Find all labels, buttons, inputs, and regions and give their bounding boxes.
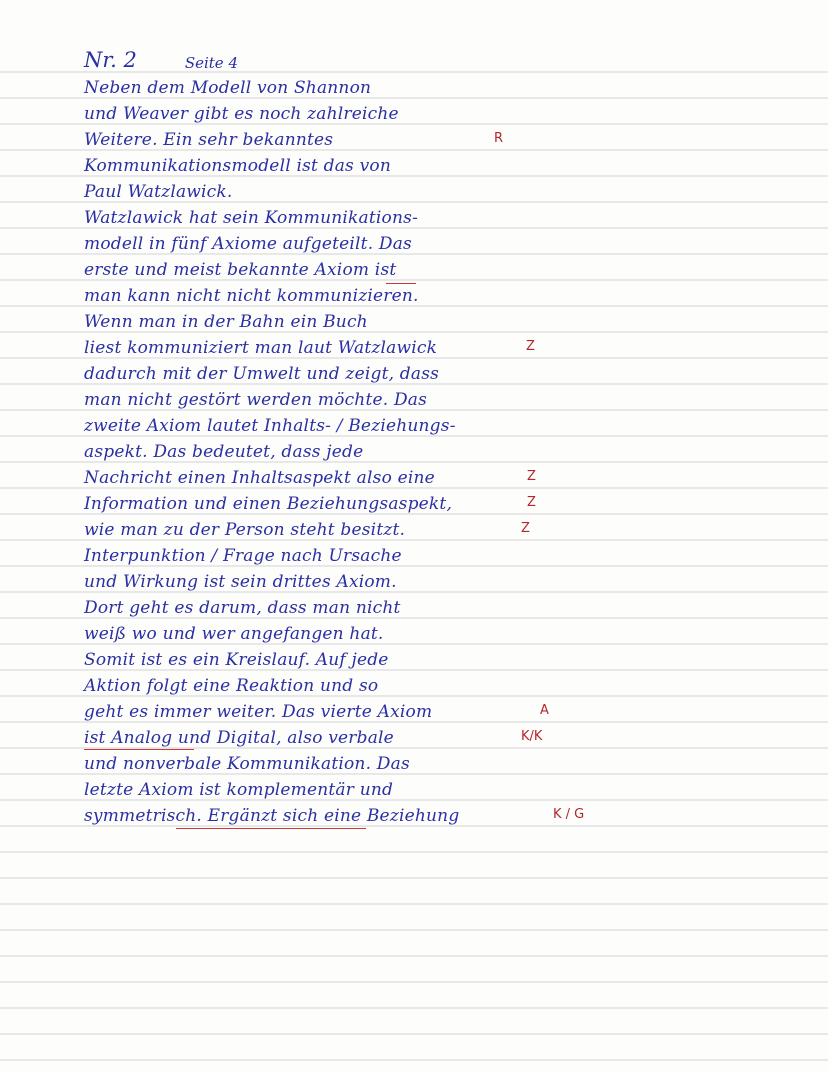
text-line: wie man zu der Person steht besitzt. (84, 520, 406, 540)
text-line: modell in fünf Axiome aufgeteilt. Das (84, 234, 412, 254)
text-line: Paul Watzlawick. (84, 182, 233, 202)
page-header (84, 42, 238, 72)
text-line: liest kommuniziert man laut Watzlawick (84, 338, 438, 358)
text-line: Somit ist es ein Kreislauf. Auf jede (84, 650, 389, 670)
correction-underline (386, 283, 416, 284)
margin-mark: K / G (553, 807, 585, 822)
margin-mark: R (494, 131, 504, 146)
margin-mark: K/K (521, 729, 543, 744)
text-line: Weitere. Ein sehr bekanntes (84, 130, 334, 150)
margin-mark: Z (521, 521, 530, 536)
text-line: erste und meist bekannte Axiom ist (84, 260, 397, 280)
margin-mark: Z (526, 339, 535, 354)
correction-underline (176, 828, 366, 829)
margin-mark: Z (527, 469, 536, 484)
text-line: Watzlawick hat sein Kommunikations- (84, 208, 419, 228)
text-line: Interpunktion / Frage nach Ursache (84, 546, 402, 566)
text-line: man kann nicht nicht kommunizieren. (84, 286, 419, 306)
text-line: Dort geht es darum, dass man nicht (84, 598, 401, 618)
text-line: Nachricht einen Inhaltsaspekt also eine (84, 468, 435, 488)
text-line: Neben dem Modell von Shannon (84, 78, 372, 98)
margin-mark: A (540, 703, 549, 718)
text-line: und nonverbale Kommunikation. Das (84, 754, 410, 774)
text-line: Wenn man in der Bahn ein Buch (84, 312, 368, 332)
entry-number: Nr. 2 (84, 48, 137, 72)
text-line: weiß wo und wer angefangen hat. (84, 624, 384, 644)
text-line: letzte Axiom ist komplementär und (84, 780, 394, 800)
text-line: zweite Axiom lautet Inhalts- / Beziehungs- (84, 416, 456, 436)
text-line: symmetrisch. Ergänzt sich eine Beziehung (84, 806, 460, 826)
text-line: man nicht gestört werden möchte. Das (84, 390, 428, 410)
text-line: und Weaver gibt es noch zahlreiche (84, 104, 399, 124)
correction-underline (84, 749, 194, 750)
text-line: geht es immer weiter. Das vierte Axiom (84, 702, 433, 722)
text-line: ist Analog und Digital, also verbale (84, 728, 394, 748)
text-line: und Wirkung ist sein drittes Axiom. (84, 572, 397, 592)
text-line: Aktion folgt eine Reaktion und so (84, 676, 379, 696)
page-number: Seite 4 (184, 54, 238, 72)
text-line: Information und einen Beziehungsaspekt, (84, 494, 453, 514)
text-line: Kommunikationsmodell ist das von (84, 156, 391, 176)
text-line: dadurch mit der Umwelt und zeigt, dass (84, 364, 440, 384)
margin-mark: Z (527, 495, 536, 510)
text-line: aspekt. Das bedeutet, dass jede (84, 442, 364, 462)
